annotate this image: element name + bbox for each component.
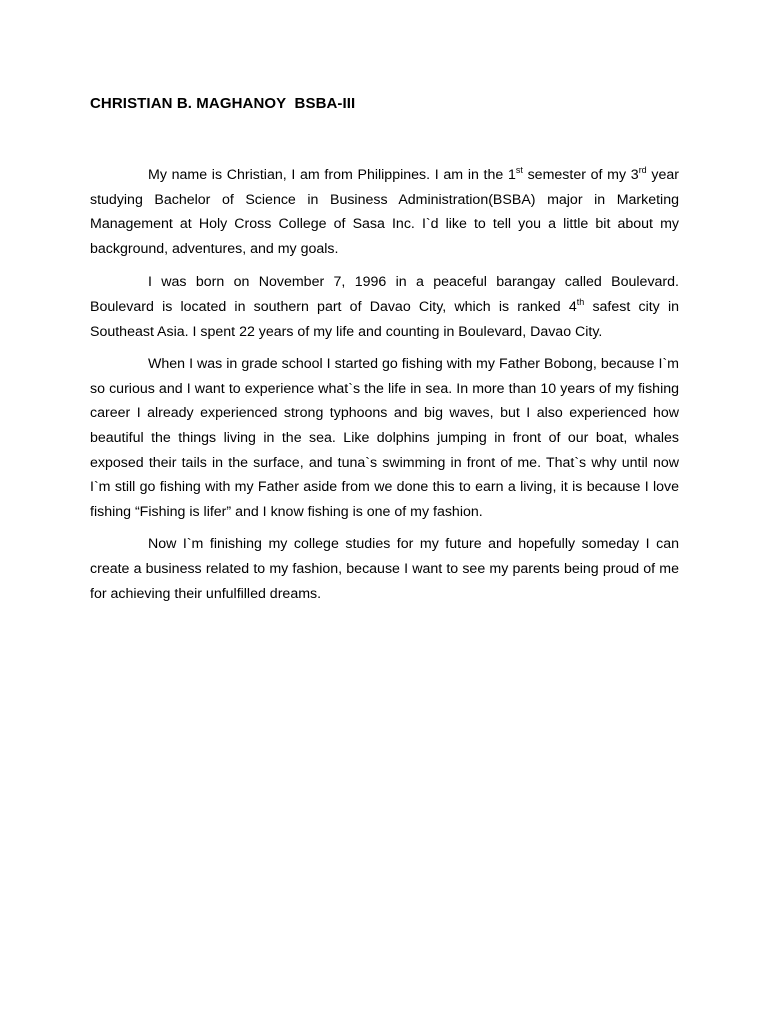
paragraph-text: My name is Christian, I am from Philippines. I am in the 1 <box>148 167 516 183</box>
paragraph-1 <box>90 163 679 261</box>
paragraph-text: semester of my 3 <box>522 167 639 183</box>
paragraph-text: When I was in grade school I started go fishing with my Father Bobong, because I`m so curious and I want to experience what`s the life in sea. In more than 10 years of my fishing career I already experienced strong typhoons and big waves, but I also experienced how beautiful the things living in the sea. Like dolphins jumping in front of our boat, whales exposed their tails in the surface, and tuna`s swimming in front of me. That`s why until now I`m still go fishing with my Father aside from we done this to earn a living, it is because I love fishing “Fishing is lifer” and I know fishing is one of my fashion. <box>90 356 679 520</box>
paragraph-4 <box>90 532 679 606</box>
document-title: CHRISTIAN B. MAGHANOY BSBA-III <box>90 95 356 112</box>
ordinal-superscript: th <box>576 296 585 307</box>
ordinal-superscript: st <box>515 165 523 175</box>
paragraph-text: safest city in Southeast Asia. I spent 22 years of my life and counting in Boulevard, Davao City. <box>90 298 679 340</box>
document-body <box>90 163 679 615</box>
paragraph-2 <box>90 270 679 344</box>
paragraph-3 <box>90 352 679 524</box>
paragraph-text: I was born on November 7, 1996 in a peaceful barangay called Boulevard. Boulevard is located in southern part of Davao City, which is ranked 4 <box>90 274 679 315</box>
paragraph-text: Now I`m finishing my college studies for my future and hopefully someday I can create a business related to my fashion, because I want to see my parents being proud of me for achieving their unfulfilled dreams. <box>90 536 679 602</box>
ordinal-superscript: rd <box>638 165 647 175</box>
paragraph-text: year studying Bachelor of Science in Business Administration(BSBA) major in Marketing Management at Holy Cross College of Sasa Inc. I`d like to tell you a little bit about my background, adventures, and my goals. <box>90 167 680 257</box>
